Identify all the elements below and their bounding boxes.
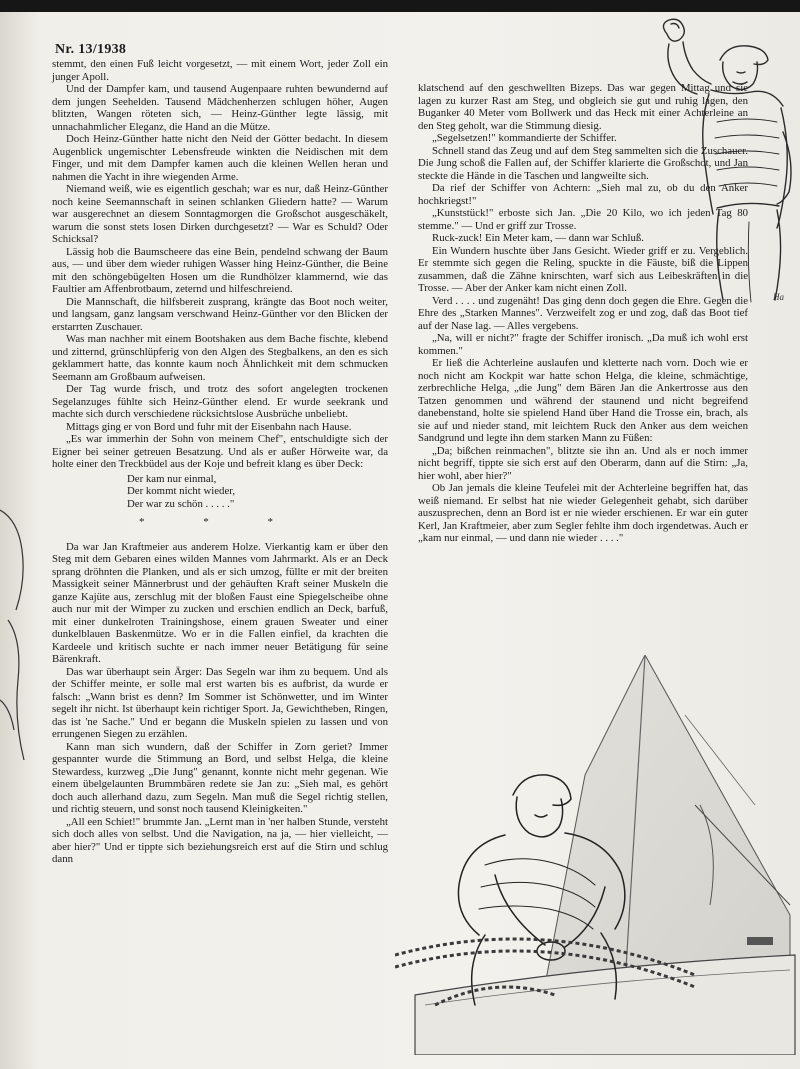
verse-line: Der kam nur einmal, [127, 472, 217, 485]
paragraph: Ein Wundern huschte über Jans Gesicht. Wieder griff er zu. Vergeblich. Er stemmte sich gegen die Reling, spuckte in die Fäuste, biß die Lippen zusammen, daß die Zähne knirschten, warf sich aus Leibeskräften in die Trosse. — Aber der Anker kam nicht einen Zoll. [418, 244, 748, 294]
paragraph: Da rief der Schiffer von Achtern: „Sieh mal zu, ob du den Anker hochkriegst!" [418, 182, 748, 207]
anchor-hauling-sketch [395, 655, 800, 1055]
edge-sketch-fragment [0, 500, 30, 780]
paragraph: „All een Schiet!" brummte Jan. „Lernt man in 'ner halben Stunde, versteht sich doch alles von selbst. Und die Navigation, na ja, — hier vielleicht, — aber hier?" Und er tippte sich beziehungsreich erst auf die Stirn und schlug dann [52, 815, 388, 865]
paragraph: „Es war immerhin der Sohn von meinem Chef", entschuldigte sich der Eigner bei seiner getreuen Besatzung. Und als er außer Hörweite war, da holte einer den Treckbüdel aus der Koje und befreit klang es über Deck: [52, 433, 388, 470]
left-column-part-2 [52, 541, 388, 866]
top-dark-bar [0, 0, 800, 12]
paragraph: Schnell stand das Zeug und auf dem Steg sammelten sich die Zuschauer. Die Jung schoß die Fallen auf, der Schiffer klarierte die Großschot, und Jan steckte die Hände in die Taschen und langweilte sich. [418, 144, 748, 182]
paragraph: Was man nachher mit einem Bootshaken aus dem Bache fischte, klebend und zitternd, grünschlüpferig von den Algen des Stegbalkens, an den es sich geklammert hatte, das konnte kaum noch Ähnlichkeit mit dem schmucken Seemann am Großbaum aufweisen. [52, 333, 388, 383]
paragraph: Doch Heinz-Günther hatte nicht den Neid der Götter bedacht. In diesem Augenblick ungemischter Lebensfreude winkten die Neidischen mit dem Finger, und mit dem Dampfer kamen auch die kleinen Wellen heran und nahmen die Yacht in ihre wiegenden Arme. [52, 133, 388, 183]
paragraph: Verd . . . . und zugenäht! Das ging denn doch gegen die Ehre. Gegen die Ehre des „Starken Mannes". Verzweifelt zog er und zog, daß das Boot tief auf der Nase lag. — Alles vergebens. [418, 294, 748, 332]
paragraph: „Na, will er nicht?" fragte der Schiffer ironisch. „Da muß ich wohl erst kommen." [418, 332, 748, 357]
issue-number: Nr. 13/1938 [55, 42, 127, 57]
paragraph: „Da; bißchen reinmachen", blitzte sie ihn an. Und als er noch immer nicht begriff, tippte sie sich erst auf den Oberarm, dann auf die Stirn: „Ja, hier wohl, aber hier?" [418, 444, 748, 482]
verse-line: Der kommt nicht wieder, [127, 485, 236, 497]
verse [127, 473, 388, 511]
left-column-part-1 [52, 58, 388, 471]
paragraph: Niemand weiß, wie es eigentlich geschah; war es nur, daß Heinz-Günther noch keine Seemannschaft in seinen schlanken Gliedern hatte? — Warum war ausgerechnet an diesem Sonntagmorgen die Großschot ausgeschäkelt, warum die sonst stets losen Dirken durchgesetzt? — War es Schuld? Oder Schicksal? [52, 183, 388, 245]
paragraph: Und der Dampfer kam, und tausend Augenpaare ruhten bewundernd auf dem jungen Seehelden. Tausend Mädchenherzen schlugen höher, Augen blitzten, Wangen röteten sich, — Heinz-Günther legte lässig, mit unnachahmlicher Eleganz, die Hand an die Mütze. [52, 83, 388, 133]
paragraph: Kann man sich wundern, daß der Schiffer in Zorn geriet? Immer gespannter wurde die Stimmung an Bord, und selbst Helga, die kleine Stewardess, kurzweg „Die Jung" genannt, konnte nicht mehr gegenan. Wie einem übelgelaunten Brummbären redete sie Jan zu: „Sieh mal, es gehört doch auch allerhand dazu, zum Segeln. Man muß die Segel richtig stellen, und richtig steuern, und sonst noch tausend Kleinigkeiten." [52, 740, 388, 815]
paragraph: Ob Jan jemals die kleine Teufelei mit der Achterleine begriffen hat, das weiß niemand. Er selbst hat nie wieder Gelegenheit gehabt, sich darüber auszusprechen, denn an Bord ist er nie wieder erschienen. Er war ein guter Kerl, Jan Kraftmeier, aber zum Segler fehlte ihm doch irgendetwas. Auch er „kam nur einmal, — und dann nie wieder . . . ." [418, 482, 748, 544]
verse-line: Der war zu schön . . . . ." [127, 497, 235, 510]
paragraph: Lässig hob die Baumscheere das eine Bein, pendelnd schwang der Baum aus, — und über dem wieder ruhigen Wasser hing Heinz-Günther, die Beine mit den schöngebügelten Hosen um die Rundhölzer klammernd, wie das Faultier am Affenbrotbaum, zeternd und hilfeschreiend. [52, 245, 388, 295]
section-separator: * * * [139, 516, 301, 528]
paragraph: „Segelsetzen!" kommandierte der Schiffer. [432, 132, 617, 144]
paragraph: Ruck-zuck! Ein Meter kam, — dann war Schluß. [432, 232, 644, 244]
paragraph: „Kunststück!" erboste sich Jan. „Die 20 Kilo, wo ich jeden Tag 80 stemme." — Und er griff zur Trosse. [418, 207, 748, 232]
paragraph: Das war überhaupt sein Ärger: Das Segeln war ihm zu bequem. Und als der Schiffer meinte, er solle mal erst warten bis es aufbrist, da wurde er falsch: „Wann brist es denn? Im Sommer ist Schönwetter, und im Winter segelt ihr nicht. Ist überhaupt kein richtiger Sport. Ja, Gewichtheben, Ringen, das ist 'ne Sache." Und er begann die Muskeln spielen zu lassen und von errungenen Siegen zu erzählen. [52, 665, 388, 740]
paragraph: Die Mannschaft, die hilfsbereit zusprang, krängte das Boot noch weiter, und langsam, ganz langsam verschwand Heinz-Günther vor den Blicken der erstarrten Zuschauer. [52, 295, 388, 333]
paragraph: klatschend auf den geschwellten Bizeps. Das war gegen Mittag und sie lagen zu kurzer Rast am Steg, und obgleich sie gut und ruhig lagen, den Buganker 40 Meter vom Bollwerk und das Heck mit einer Achterleine an den Steg geholt, war die Stimmung diesig. [418, 82, 748, 132]
paragraph: Er ließ die Achterleine auslaufen und kletterte nach vorn. Doch wie er noch nicht am Kockpit war hatte schon Helga, die kleine, schmächtige, zerbrechliche Helga, „die Jung" dem Bären Jan die Ankertrosse aus den Tatzen genommen und während der staunend und nicht begreifend danebenstand, holte sie spielend Hand über Hand die Trosse ein, brach, als sie auf und nieder stand, mit leichtem Ruck den Anker aus dem weichen Sandgrund und legte ihn dem starken Mann zu Füßen: [418, 357, 748, 444]
strongman-sketch [625, 12, 795, 307]
paragraph: Der Tag wurde frisch, und trotz des sofort angelegten trockenen Segelanzuges fühlte sich Heinz-Günther elend. Er wurde seekrank und machte sich durch verschiedene rücksichtslose Ausbrüche unbeliebt. [52, 383, 388, 420]
artist-signature: Ha [773, 292, 784, 302]
paragraph: Da war Jan Kraftmeier aus anderem Holze. Vierkantig kam er über den Steg mit dem Gebaren eines wilden Mannes vom Jahrmarkt. Als er an Deck sprang dröhnten die Planken, und als er sich umzog, füllte er mit der breiten Massigkeit seiner Männerbrust und der gehäuften Kraft seiner Muskeln die ganze Kajüte aus, zerschlug mit der bloßen Faust eine Spiegelscheibe ohne auch nur mit der Wimper zu zucken und erschien endlich an Deck, barfuß, mit einer dunkelroten Trainingshose, einem grauen Sweater und einer dunkelblauen Baskenmütze. Wo er in die Fallen einfiel, da krachten die Kardeele und kritisch suchte er nach immer neuer Betätigung für seine Bärenkraft. [52, 540, 388, 665]
paragraph: Mittags ging er von Bord und fuhr mit der Eisenbahn nach Hause. [66, 420, 352, 433]
left-column [52, 58, 388, 866]
paragraph: stemmt, den einen Fuß leicht vorgesetzt, — mit einem Wort, jeder Zoll ein junger Apoll. [52, 58, 388, 83]
